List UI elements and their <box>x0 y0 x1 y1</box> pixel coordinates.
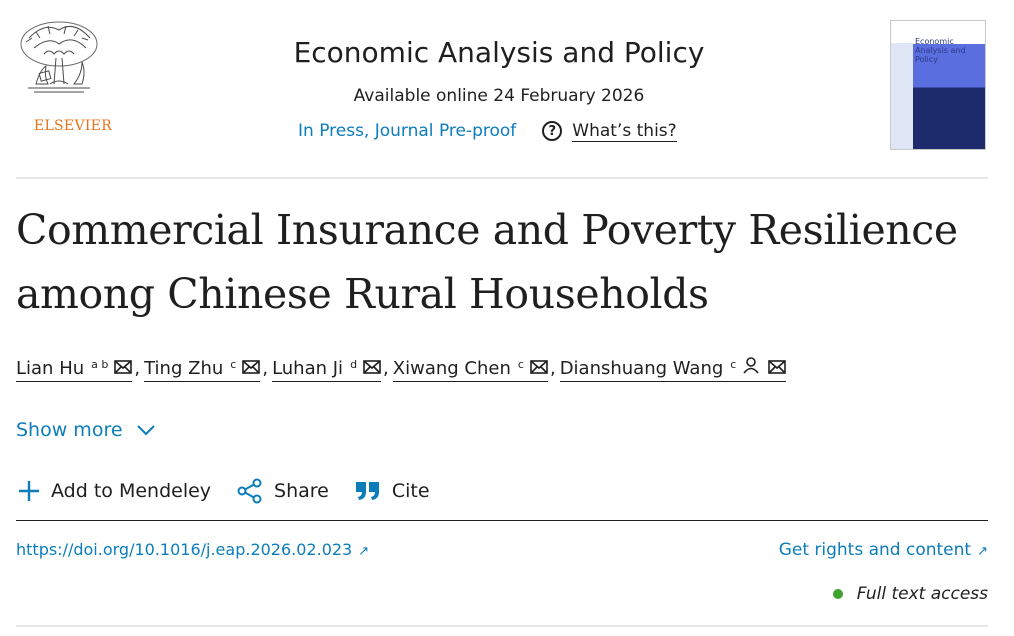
help-icon[interactable]: ? <box>542 121 562 141</box>
author-affiliation: a b <box>91 358 109 371</box>
author-name: Luhan Ji <box>272 358 344 379</box>
elsevier-logo[interactable] <box>14 18 113 134</box>
divider-top <box>16 177 988 179</box>
whats-this-link[interactable]: What’s this? <box>572 120 677 141</box>
quote-icon <box>355 480 381 502</box>
show-more-button[interactable] <box>16 419 155 441</box>
show-more-label: Show more <box>16 419 123 441</box>
publisher-name: ELSEVIER <box>33 118 113 134</box>
mail-icon <box>242 360 260 374</box>
author-link[interactable] <box>393 358 548 382</box>
cite-label: Cite <box>391 480 430 502</box>
chevron-down-icon <box>137 424 155 436</box>
share-button[interactable] <box>237 478 329 504</box>
external-link-icon: ↗ <box>977 544 988 559</box>
plus-icon <box>18 480 40 502</box>
article-actions <box>18 478 456 504</box>
author-affiliation: d <box>350 358 358 371</box>
author-name: Lian Hu <box>16 358 85 379</box>
author-link[interactable] <box>272 358 381 382</box>
journal-title-link[interactable]: Economic Analysis and Policy <box>293 36 705 69</box>
mail-icon <box>363 360 381 374</box>
author-name: Xiwang Chen <box>392 358 511 379</box>
elsevier-tree-icon <box>14 18 104 100</box>
article-title: Commercial Insurance and Poverty Resilience among Chinese Rural Households <box>16 206 958 318</box>
share-label: Share <box>274 480 329 502</box>
available-online-date: Available online 24 February 2026 <box>353 86 645 106</box>
divider-middle <box>16 520 988 521</box>
get-rights-text: Get rights and content <box>778 540 972 560</box>
journal-header <box>0 0 1014 178</box>
author-link[interactable] <box>560 356 787 382</box>
article-status-row <box>298 118 677 144</box>
access-indicator-dot <box>833 589 843 599</box>
cite-button[interactable] <box>355 480 430 502</box>
divider-bottom <box>16 625 988 627</box>
share-icon <box>237 478 263 504</box>
person-icon <box>742 356 760 374</box>
cover-title: Economic Analysis and Policy <box>915 37 966 64</box>
external-link-icon: ↗ <box>358 544 370 559</box>
journal-cover-image[interactable] <box>890 20 986 150</box>
mail-icon <box>114 360 132 374</box>
get-rights-link[interactable] <box>779 540 988 560</box>
mail-icon <box>768 360 786 374</box>
author-name: Dianshuang Wang <box>559 358 724 379</box>
doi-text: https://doi.org/10.1016/j.eap.2026.02.023 <box>16 540 353 559</box>
author-link[interactable] <box>16 358 132 382</box>
author-separator: , <box>262 358 269 379</box>
author-list <box>16 356 996 382</box>
author-name: Ting Zhu <box>144 358 224 379</box>
mail-icon <box>530 360 548 374</box>
author-affiliation: c <box>517 358 524 371</box>
author-separator: , <box>134 358 141 379</box>
author-affiliation: c <box>230 358 237 371</box>
access-label: Full text access <box>856 584 988 604</box>
add-to-mendeley-button[interactable] <box>18 480 211 502</box>
author-separator: , <box>383 358 389 379</box>
add-to-mendeley-label: Add to Mendeley <box>51 480 212 502</box>
author-separator: , <box>549 358 556 379</box>
doi-link[interactable] <box>16 540 369 559</box>
access-status <box>833 584 988 604</box>
author-affiliation: c <box>730 358 737 371</box>
in-press-link[interactable]: In Press, Journal Pre-proof <box>298 121 517 141</box>
author-link[interactable] <box>144 358 260 382</box>
cover-side-strip <box>891 43 913 150</box>
